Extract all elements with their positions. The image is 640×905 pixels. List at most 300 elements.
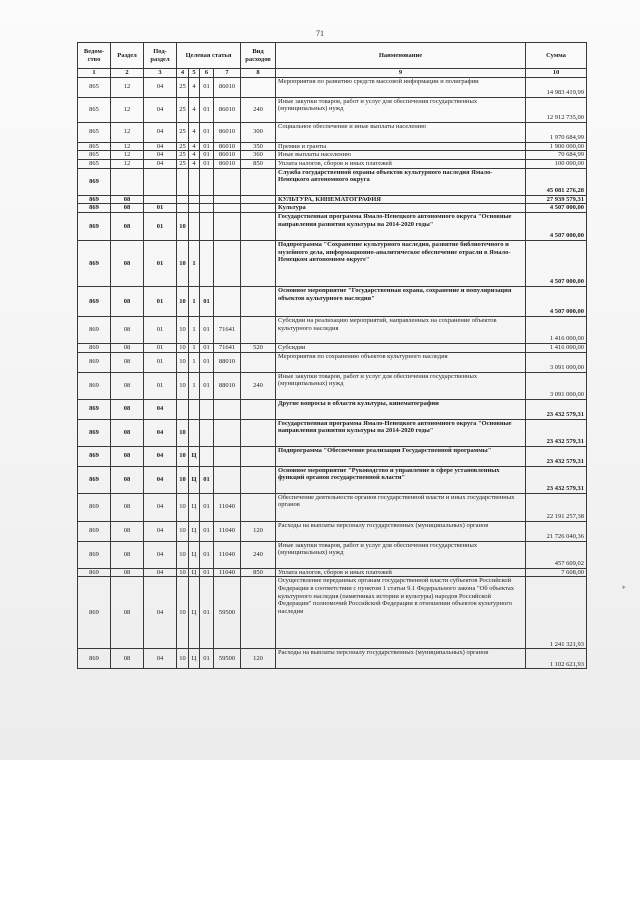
table-row bbox=[78, 521, 587, 541]
cell-vid-rashodov: 350 bbox=[241, 142, 276, 151]
cell-vedomstvo: 869 bbox=[78, 521, 111, 541]
cell-razdel: 08 bbox=[111, 568, 144, 577]
cell-subprogram: 1 bbox=[189, 352, 200, 372]
cell-subprogram: 4 bbox=[189, 142, 200, 151]
cell-event: 01 bbox=[200, 122, 214, 142]
cell-event: 01 bbox=[200, 352, 214, 372]
cell-podrazdel: 01 bbox=[144, 212, 177, 240]
cell-razdel: 08 bbox=[111, 204, 144, 213]
cell-program bbox=[177, 168, 189, 195]
scan-mark: ⁎ bbox=[622, 583, 626, 591]
cell-event: 01 bbox=[200, 649, 214, 669]
page-number: 71 bbox=[316, 29, 324, 38]
cell-subprogram: Ц bbox=[189, 521, 200, 541]
cell-vid-rashodov bbox=[241, 286, 276, 316]
cell-vedomstvo: 869 bbox=[78, 493, 111, 521]
header-vedomstvo: Ведом-ство bbox=[78, 43, 111, 69]
cell-subprogram bbox=[189, 204, 200, 213]
cell-program: 10 bbox=[177, 568, 189, 577]
cell-program: 10 bbox=[177, 212, 189, 240]
cell-program: 10 bbox=[177, 372, 189, 399]
cell-direction bbox=[214, 466, 241, 493]
cell-vedomstvo: 869 bbox=[78, 316, 111, 343]
cell-direction: 88010 bbox=[214, 352, 241, 372]
cell-event: 01 bbox=[200, 541, 214, 568]
cell-razdel bbox=[111, 168, 144, 195]
cell-direction: 86010 bbox=[214, 159, 241, 168]
col-number: 7 bbox=[214, 69, 241, 78]
cell-naimenovanie: Обеспечение деятельности органов государственной власти и иных государственных органов bbox=[276, 493, 526, 521]
numbering-row bbox=[78, 69, 587, 78]
header-row bbox=[78, 43, 587, 69]
cell-naimenovanie: Уплата налогов, сборов и иных платежей bbox=[276, 568, 526, 577]
cell-naimenovanie: Государственная программа Ямало-Ненецкого автономного округа "Основные направления развития культуры на 2014-2020 годы" bbox=[276, 419, 526, 446]
cell-vid-rashodov bbox=[241, 466, 276, 493]
table-row bbox=[78, 577, 587, 649]
cell-vid-rashodov bbox=[241, 493, 276, 521]
cell-razdel: 08 bbox=[111, 446, 144, 466]
cell-naimenovanie: Иные выплаты населению bbox=[276, 151, 526, 160]
header-summa: Сумма bbox=[526, 43, 587, 69]
cell-vedomstvo: 865 bbox=[78, 77, 111, 97]
cell-podrazdel: 04 bbox=[144, 541, 177, 568]
col-number: 3 bbox=[144, 69, 177, 78]
cell-summa: 1 416 000,00 bbox=[526, 343, 587, 352]
cell-direction: 71641 bbox=[214, 316, 241, 343]
cell-vedomstvo: 869 bbox=[78, 466, 111, 493]
cell-summa: 4 507 000,00 bbox=[526, 240, 587, 286]
cell-event bbox=[200, 446, 214, 466]
cell-naimenovanie: КУЛЬТУРА, КИНЕМАТОГРАФИЯ bbox=[276, 195, 526, 204]
cell-subprogram: Ц bbox=[189, 541, 200, 568]
cell-subprogram bbox=[189, 212, 200, 240]
cell-podrazdel: 04 bbox=[144, 577, 177, 649]
cell-program: 10 bbox=[177, 493, 189, 521]
cell-event: 01 bbox=[200, 142, 214, 151]
cell-direction bbox=[214, 168, 241, 195]
cell-direction: 11040 bbox=[214, 568, 241, 577]
cell-razdel: 08 bbox=[111, 521, 144, 541]
cell-subprogram: 4 bbox=[189, 77, 200, 97]
cell-razdel: 08 bbox=[111, 372, 144, 399]
cell-direction bbox=[214, 212, 241, 240]
cell-event: 01 bbox=[200, 466, 214, 493]
table-row bbox=[78, 168, 587, 195]
cell-naimenovanie: Премии и гранты bbox=[276, 142, 526, 151]
table-row bbox=[78, 122, 587, 142]
cell-podrazdel bbox=[144, 168, 177, 195]
cell-program: 10 bbox=[177, 240, 189, 286]
cell-vid-rashodov bbox=[241, 399, 276, 419]
cell-event: 01 bbox=[200, 577, 214, 649]
cell-program: 10 bbox=[177, 343, 189, 352]
cell-summa: 23 432 579,31 bbox=[526, 399, 587, 419]
cell-event: 01 bbox=[200, 568, 214, 577]
cell-summa: 1 241 321,93 bbox=[526, 577, 587, 649]
cell-vid-rashodov bbox=[241, 419, 276, 446]
cell-event bbox=[200, 195, 214, 204]
cell-event bbox=[200, 419, 214, 446]
cell-vid-rashodov: 120 bbox=[241, 649, 276, 669]
cell-razdel: 08 bbox=[111, 649, 144, 669]
cell-vid-rashodov bbox=[241, 204, 276, 213]
cell-subprogram: Ц bbox=[189, 446, 200, 466]
cell-naimenovanie: Социальное обеспечение и иные выплаты населению bbox=[276, 122, 526, 142]
cell-naimenovanie: Подпрограмма "Сохранение культурного наследия, развитие библиотечного и музейного дела, информационно-аналитическое обеспечение отрасли в Ямало-Ненецком автономном округе" bbox=[276, 240, 526, 286]
col-number: 1 bbox=[78, 69, 111, 78]
cell-summa: 23 432 579,31 bbox=[526, 446, 587, 466]
cell-summa: 21 726 040,36 bbox=[526, 521, 587, 541]
table-row bbox=[78, 446, 587, 466]
cell-event: 01 bbox=[200, 343, 214, 352]
cell-podrazdel: 01 bbox=[144, 286, 177, 316]
cell-direction: 71641 bbox=[214, 343, 241, 352]
cell-summa: 3 091 000,00 bbox=[526, 352, 587, 372]
cell-naimenovanie: Основное мероприятие "Государственная охрана, сохранение и популяризация объектов культурного наследия" bbox=[276, 286, 526, 316]
cell-razdel: 08 bbox=[111, 466, 144, 493]
cell-podrazdel: 01 bbox=[144, 352, 177, 372]
cell-subprogram: 1 bbox=[189, 343, 200, 352]
cell-program: 10 bbox=[177, 316, 189, 343]
cell-summa: 22 191 257,38 bbox=[526, 493, 587, 521]
cell-vedomstvo: 869 bbox=[78, 286, 111, 316]
cell-naimenovanie: Субсидии на реализацию мероприятий, направленных на сохранение объектов культурного наследия bbox=[276, 316, 526, 343]
cell-vedomstvo: 869 bbox=[78, 419, 111, 446]
cell-subprogram: 4 bbox=[189, 122, 200, 142]
cell-direction: 88010 bbox=[214, 372, 241, 399]
cell-program: 25 bbox=[177, 159, 189, 168]
cell-subprogram: Ц bbox=[189, 466, 200, 493]
cell-naimenovanie: Подпрограмма "Обеспечение реализации Государственной программы" bbox=[276, 446, 526, 466]
cell-direction: 59500 bbox=[214, 577, 241, 649]
table-row bbox=[78, 541, 587, 568]
cell-vid-rashodov bbox=[241, 316, 276, 343]
cell-razdel: 08 bbox=[111, 493, 144, 521]
cell-vid-rashodov bbox=[241, 352, 276, 372]
table-row bbox=[78, 399, 587, 419]
cell-vid-rashodov bbox=[241, 212, 276, 240]
cell-podrazdel: 01 bbox=[144, 372, 177, 399]
cell-summa: 45 081 276,28 bbox=[526, 168, 587, 195]
col-number: 10 bbox=[526, 69, 587, 78]
cell-podrazdel: 01 bbox=[144, 240, 177, 286]
cell-direction bbox=[214, 399, 241, 419]
cell-summa: 1 102 621,93 bbox=[526, 649, 587, 669]
cell-podrazdel: 04 bbox=[144, 159, 177, 168]
cell-podrazdel: 04 bbox=[144, 151, 177, 160]
cell-vid-rashodov: 240 bbox=[241, 372, 276, 399]
cell-summa: 3 091 000,00 bbox=[526, 372, 587, 399]
cell-event bbox=[200, 240, 214, 286]
cell-vedomstvo: 869 bbox=[78, 446, 111, 466]
cell-naimenovanie: Расходы на выплаты персоналу государственных (муниципальных) органов bbox=[276, 649, 526, 669]
cell-vid-rashodov bbox=[241, 195, 276, 204]
table-row bbox=[78, 419, 587, 446]
cell-direction: 86010 bbox=[214, 97, 241, 122]
cell-podrazdel bbox=[144, 195, 177, 204]
cell-razdel: 12 bbox=[111, 142, 144, 151]
cell-podrazdel: 04 bbox=[144, 399, 177, 419]
cell-razdel: 08 bbox=[111, 419, 144, 446]
cell-vid-rashodov: 520 bbox=[241, 343, 276, 352]
cell-vid-rashodov: 240 bbox=[241, 541, 276, 568]
cell-vid-rashodov bbox=[241, 240, 276, 286]
cell-vedomstvo: 865 bbox=[78, 142, 111, 151]
col-number: 6 bbox=[200, 69, 214, 78]
cell-podrazdel: 04 bbox=[144, 77, 177, 97]
cell-summa: 4 507 000,00 bbox=[526, 286, 587, 316]
cell-razdel: 08 bbox=[111, 352, 144, 372]
cell-program: 25 bbox=[177, 77, 189, 97]
cell-summa: 4 507 000,00 bbox=[526, 212, 587, 240]
cell-event bbox=[200, 204, 214, 213]
cell-podrazdel: 04 bbox=[144, 521, 177, 541]
cell-summa: 23 432 579,31 bbox=[526, 466, 587, 493]
header-naimenovanie: Наименование bbox=[276, 43, 526, 69]
cell-vid-rashodov: 360 bbox=[241, 151, 276, 160]
cell-podrazdel: 04 bbox=[144, 446, 177, 466]
cell-vedomstvo: 869 bbox=[78, 343, 111, 352]
cell-direction bbox=[214, 204, 241, 213]
cell-podrazdel: 04 bbox=[144, 568, 177, 577]
cell-direction: 11040 bbox=[214, 493, 241, 521]
cell-vid-rashodov bbox=[241, 446, 276, 466]
cell-program bbox=[177, 195, 189, 204]
cell-vedomstvo: 869 bbox=[78, 195, 111, 204]
cell-naimenovanie: Основное мероприятие "Руководство и управление в сфере установленных функций органов государственной власти" bbox=[276, 466, 526, 493]
cell-vedomstvo: 869 bbox=[78, 399, 111, 419]
cell-podrazdel: 01 bbox=[144, 343, 177, 352]
cell-program: 10 bbox=[177, 649, 189, 669]
cell-naimenovanie: Субсидии bbox=[276, 343, 526, 352]
header-celevaya-statya: Целевая статья bbox=[177, 43, 241, 69]
cell-vedomstvo: 869 bbox=[78, 240, 111, 286]
table-row bbox=[78, 352, 587, 372]
cell-direction: 11040 bbox=[214, 541, 241, 568]
cell-razdel: 08 bbox=[111, 577, 144, 649]
cell-summa: 457 609,02 bbox=[526, 541, 587, 568]
cell-summa: 1 416 000,00 bbox=[526, 316, 587, 343]
cell-subprogram bbox=[189, 195, 200, 204]
cell-program: 25 bbox=[177, 151, 189, 160]
cell-podrazdel: 04 bbox=[144, 97, 177, 122]
header-vid-rashodov: Вид расходов bbox=[241, 43, 276, 69]
cell-subprogram: Ц bbox=[189, 649, 200, 669]
header-podrazdel: Под-раздел bbox=[144, 43, 177, 69]
col-number: 5 bbox=[189, 69, 200, 78]
cell-podrazdel: 04 bbox=[144, 142, 177, 151]
cell-program: 10 bbox=[177, 352, 189, 372]
table-row bbox=[78, 466, 587, 493]
table-row bbox=[78, 568, 587, 577]
col-number: 8 bbox=[241, 69, 276, 78]
cell-event: 01 bbox=[200, 286, 214, 316]
cell-vid-rashodov: 850 bbox=[241, 568, 276, 577]
cell-podrazdel: 04 bbox=[144, 122, 177, 142]
cell-subprogram bbox=[189, 168, 200, 195]
col-number: 4 bbox=[177, 69, 189, 78]
cell-vid-rashodov bbox=[241, 77, 276, 97]
cell-program: 10 bbox=[177, 466, 189, 493]
cell-naimenovanie: Иные закупки товаров, работ и услуг для обеспечения государственных (муниципальных) нужд bbox=[276, 372, 526, 399]
cell-direction: 86010 bbox=[214, 122, 241, 142]
cell-podrazdel: 04 bbox=[144, 649, 177, 669]
cell-program: 10 bbox=[177, 286, 189, 316]
cell-subprogram: 1 bbox=[189, 286, 200, 316]
table-row bbox=[78, 343, 587, 352]
budget-table bbox=[77, 42, 587, 669]
cell-naimenovanie: Культура bbox=[276, 204, 526, 213]
col-number: 2 bbox=[111, 69, 144, 78]
cell-razdel: 12 bbox=[111, 77, 144, 97]
cell-vedomstvo: 869 bbox=[78, 168, 111, 195]
cell-program: 10 bbox=[177, 541, 189, 568]
cell-subprogram: 4 bbox=[189, 151, 200, 160]
table-row bbox=[78, 316, 587, 343]
cell-program: 10 bbox=[177, 446, 189, 466]
cell-subprogram: 4 bbox=[189, 159, 200, 168]
cell-subprogram: Ц bbox=[189, 568, 200, 577]
cell-vedomstvo: 865 bbox=[78, 122, 111, 142]
cell-naimenovanie: Осуществление переданных органам государственной власти субъектов Российской Федерации в соответствии с пунктом 1 статьи 9.1 Федерального закона "Об объектах культурного наследия (памятниках истории и культуры) народов Российской Федерации" полномочий Российской Федерации в отношении объектов культурного наследия bbox=[276, 577, 526, 649]
cell-subprogram bbox=[189, 399, 200, 419]
cell-vid-rashodov bbox=[241, 577, 276, 649]
table-row bbox=[78, 240, 587, 286]
cell-podrazdel: 01 bbox=[144, 316, 177, 343]
cell-summa: 1 970 684,99 bbox=[526, 122, 587, 142]
cell-direction: 86010 bbox=[214, 77, 241, 97]
cell-podrazdel: 04 bbox=[144, 419, 177, 446]
col-number: 9 bbox=[276, 69, 526, 78]
cell-subprogram: Ц bbox=[189, 577, 200, 649]
table-row bbox=[78, 286, 587, 316]
cell-program: 25 bbox=[177, 122, 189, 142]
cell-summa: 4 507 000,00 bbox=[526, 204, 587, 213]
cell-event: 01 bbox=[200, 316, 214, 343]
cell-vedomstvo: 869 bbox=[78, 204, 111, 213]
cell-direction bbox=[214, 419, 241, 446]
cell-event bbox=[200, 399, 214, 419]
cell-vedomstvo: 869 bbox=[78, 352, 111, 372]
cell-summa: 27 939 579,31 bbox=[526, 195, 587, 204]
cell-subprogram: 1 bbox=[189, 240, 200, 286]
table-row bbox=[78, 212, 587, 240]
cell-program: 25 bbox=[177, 97, 189, 122]
cell-event: 01 bbox=[200, 151, 214, 160]
cell-subprogram: 1 bbox=[189, 316, 200, 343]
cell-razdel: 12 bbox=[111, 97, 144, 122]
cell-vedomstvo: 865 bbox=[78, 97, 111, 122]
cell-summa: 23 432 579,31 bbox=[526, 419, 587, 446]
cell-razdel: 08 bbox=[111, 195, 144, 204]
cell-vid-rashodov: 120 bbox=[241, 521, 276, 541]
cell-naimenovanie: Мероприятия по развитию средств массовой информации и полиграфии bbox=[276, 77, 526, 97]
cell-program: 10 bbox=[177, 577, 189, 649]
cell-summa: 100 000,00 bbox=[526, 159, 587, 168]
cell-podrazdel: 01 bbox=[144, 204, 177, 213]
cell-event: 01 bbox=[200, 97, 214, 122]
cell-razdel: 08 bbox=[111, 316, 144, 343]
table-row bbox=[78, 649, 587, 669]
cell-vedomstvo: 865 bbox=[78, 151, 111, 160]
cell-summa: 1 900 000,00 bbox=[526, 142, 587, 151]
cell-event: 01 bbox=[200, 372, 214, 399]
table-row bbox=[78, 195, 587, 204]
cell-naimenovanie: Иные закупки товаров, работ и услуг для обеспечения государственных (муниципальных) нужд bbox=[276, 541, 526, 568]
cell-razdel: 12 bbox=[111, 151, 144, 160]
cell-summa: 7 608,00 bbox=[526, 568, 587, 577]
cell-summa: 14 983 419,99 bbox=[526, 77, 587, 97]
cell-vid-rashodov: 850 bbox=[241, 159, 276, 168]
table-row bbox=[78, 97, 587, 122]
cell-direction: 59500 bbox=[214, 649, 241, 669]
cell-event: 01 bbox=[200, 521, 214, 541]
cell-podrazdel: 04 bbox=[144, 493, 177, 521]
cell-subprogram bbox=[189, 419, 200, 446]
cell-direction: 86010 bbox=[214, 151, 241, 160]
cell-program: 10 bbox=[177, 419, 189, 446]
cell-program bbox=[177, 399, 189, 419]
cell-vedomstvo: 869 bbox=[78, 577, 111, 649]
cell-subprogram: 1 bbox=[189, 372, 200, 399]
cell-podrazdel: 04 bbox=[144, 466, 177, 493]
cell-direction bbox=[214, 286, 241, 316]
cell-vedomstvo: 865 bbox=[78, 159, 111, 168]
cell-direction: 11040 bbox=[214, 521, 241, 541]
cell-naimenovanie: Расходы на выплаты персоналу государственных (муниципальных) органов bbox=[276, 521, 526, 541]
table-row bbox=[78, 151, 587, 160]
cell-razdel: 08 bbox=[111, 399, 144, 419]
cell-naimenovanie: Служба государственной охраны объектов культурного наследия Ямало-Ненецкого автономного округа bbox=[276, 168, 526, 195]
table-row bbox=[78, 204, 587, 213]
cell-summa: 70 684,99 bbox=[526, 151, 587, 160]
cell-razdel: 12 bbox=[111, 122, 144, 142]
table-row bbox=[78, 142, 587, 151]
cell-naimenovanie: Иные закупки товаров, работ и услуг для обеспечения государственных (муниципальных) нужд bbox=[276, 97, 526, 122]
cell-vid-rashodov: 240 bbox=[241, 97, 276, 122]
cell-event bbox=[200, 168, 214, 195]
cell-vedomstvo: 869 bbox=[78, 541, 111, 568]
cell-vedomstvo: 869 bbox=[78, 568, 111, 577]
cell-naimenovanie: Другие вопросы в области культуры, кинематографии bbox=[276, 399, 526, 419]
cell-vid-rashodov: 300 bbox=[241, 122, 276, 142]
cell-vid-rashodov bbox=[241, 168, 276, 195]
cell-direction bbox=[214, 240, 241, 286]
header-razdel: Раздел bbox=[111, 43, 144, 69]
cell-program: 10 bbox=[177, 521, 189, 541]
cell-event: 01 bbox=[200, 77, 214, 97]
cell-summa: 12 912 735,00 bbox=[526, 97, 587, 122]
cell-razdel: 08 bbox=[111, 240, 144, 286]
cell-razdel: 08 bbox=[111, 541, 144, 568]
cell-direction bbox=[214, 446, 241, 466]
cell-subprogram: Ц bbox=[189, 493, 200, 521]
cell-program: 25 bbox=[177, 142, 189, 151]
cell-naimenovanie: Уплата налогов, сборов и иных платежей bbox=[276, 159, 526, 168]
table-row bbox=[78, 372, 587, 399]
cell-direction bbox=[214, 195, 241, 204]
cell-naimenovanie: Мероприятия по сохранению объектов культурного наследия bbox=[276, 352, 526, 372]
cell-vedomstvo: 869 bbox=[78, 372, 111, 399]
cell-naimenovanie: Государственная программа Ямало-Ненецкого автономного округа "Основные направления развития культуры на 2014-2020 годы" bbox=[276, 212, 526, 240]
cell-vedomstvo: 869 bbox=[78, 212, 111, 240]
cell-direction: 86010 bbox=[214, 142, 241, 151]
cell-razdel: 12 bbox=[111, 159, 144, 168]
table-row bbox=[78, 77, 587, 97]
cell-razdel: 08 bbox=[111, 286, 144, 316]
table-row bbox=[78, 493, 587, 521]
cell-event: 01 bbox=[200, 493, 214, 521]
